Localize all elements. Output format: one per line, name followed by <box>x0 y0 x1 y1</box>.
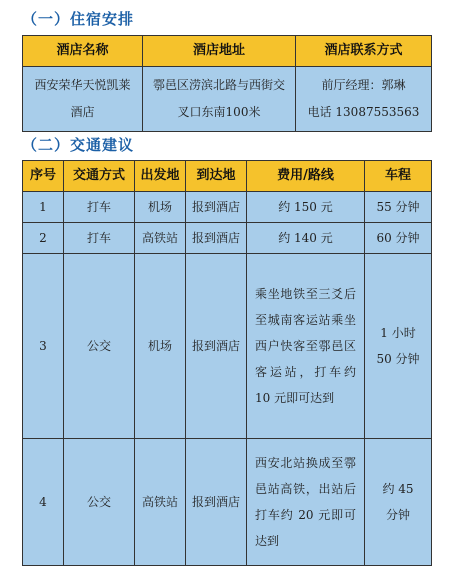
hotel-contact-phone: 电话 13087553563 <box>307 105 420 119</box>
row-mode: 公交 <box>64 439 135 566</box>
hotel-header-row <box>23 36 432 67</box>
row-from: 高铁站 <box>135 439 186 566</box>
row-to: 报到酒店 <box>186 254 247 439</box>
header-from: 出发地 <box>135 161 186 192</box>
row-time: 1 小时 50 分钟 <box>365 254 432 439</box>
row-no: 2 <box>23 223 64 254</box>
row-time: 60 分钟 <box>365 223 432 254</box>
transport-header-row <box>23 161 432 192</box>
table-row <box>23 439 432 566</box>
row-to: 报到酒店 <box>186 192 247 223</box>
hotel-row <box>23 67 432 132</box>
row-no: 4 <box>23 439 64 566</box>
row-mode: 打车 <box>64 192 135 223</box>
hotel-header-contact: 酒店联系方式 <box>296 36 432 67</box>
row-from: 机场 <box>135 192 186 223</box>
hotel-address: 鄠邑区涝滨北路与西街交叉口东南100米 <box>143 67 296 132</box>
hotel-section-title: （一）住宿安排 <box>22 10 135 28</box>
table-row <box>23 254 432 439</box>
hotel-table <box>22 35 432 132</box>
table-row <box>23 223 432 254</box>
transport-section-title: （二）交通建议 <box>22 136 135 154</box>
header-time: 车程 <box>365 161 432 192</box>
hotel-header-name: 酒店名称 <box>23 36 143 67</box>
header-to: 到达地 <box>186 161 247 192</box>
row-mode: 打车 <box>64 223 135 254</box>
row-cost: 约 150 元 <box>247 192 365 223</box>
row-mode: 公交 <box>64 254 135 439</box>
header-cost: 费用/路线 <box>247 161 365 192</box>
transport-table <box>22 160 432 566</box>
row-to: 报到酒店 <box>186 223 247 254</box>
header-mode: 交通方式 <box>64 161 135 192</box>
row-to: 报到酒店 <box>186 439 247 566</box>
row-time: 55 分钟 <box>365 192 432 223</box>
row-from: 机场 <box>135 254 186 439</box>
hotel-contact-person: 前厅经理：郭琳 <box>321 78 406 92</box>
row-time: 约 45 分钟 <box>365 439 432 566</box>
row-no: 1 <box>23 192 64 223</box>
row-from: 高铁站 <box>135 223 186 254</box>
row-cost: 西安北站换成至鄠邑站高铁，出站后打车约 20 元即可达到 <box>247 439 365 566</box>
hotel-contact <box>296 67 432 132</box>
row-cost: 约 140 元 <box>247 223 365 254</box>
hotel-header-address: 酒店地址 <box>143 36 296 67</box>
header-no: 序号 <box>23 161 64 192</box>
row-cost: 乘坐地铁至三爻后至城南客运站乘坐西户快客至鄠邑区客运站，打车约 10 元即可达到 <box>247 254 365 439</box>
row-no: 3 <box>23 254 64 439</box>
table-row <box>23 192 432 223</box>
hotel-name: 西安荣华天悦凯莱酒店 <box>23 67 143 132</box>
